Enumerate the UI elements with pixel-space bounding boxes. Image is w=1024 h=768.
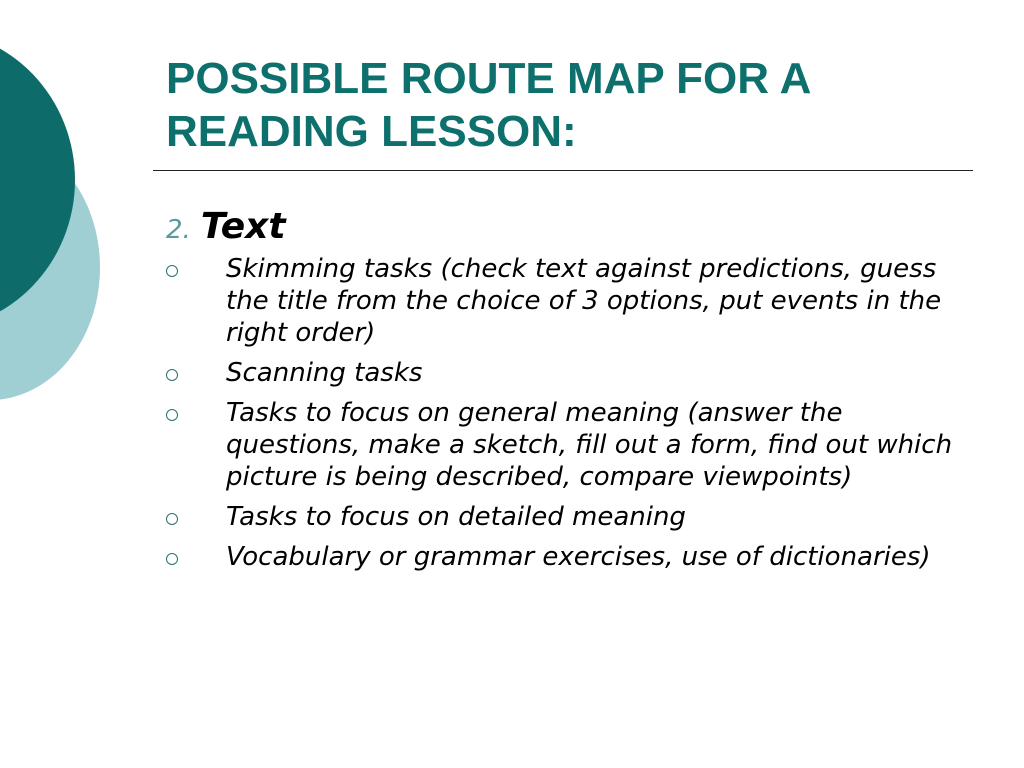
list-item	[166, 501, 966, 533]
slide-title-line2: READING LESSON:	[166, 107, 577, 156]
slide-title-line1: POSSIBLE ROUTE MAP FOR A	[166, 54, 812, 103]
section-heading-text: Text	[200, 206, 286, 247]
bullet-text: Tasks to focus on general meaning (answer the questions, make a sketch, fill out a form, find out which picture is being described, compare viewpoints)	[226, 398, 953, 492]
hollow-circle-icon	[166, 513, 178, 525]
bullet-text: Scanning tasks	[226, 358, 423, 388]
hollow-circle-icon	[166, 409, 178, 421]
bullet-list	[166, 253, 966, 573]
list-item	[166, 541, 966, 573]
section-heading	[166, 206, 966, 247]
slide-body	[166, 206, 966, 581]
list-item	[166, 253, 966, 349]
section-number: 2.	[166, 215, 191, 245]
slide-title	[166, 52, 986, 158]
hollow-circle-icon	[166, 369, 178, 381]
list-item	[166, 397, 966, 493]
hollow-circle-icon	[166, 553, 178, 565]
hollow-circle-icon	[166, 265, 178, 277]
list-item	[166, 357, 966, 389]
bullet-text: Vocabulary or grammar exercises, use of dictionaries)	[226, 542, 931, 572]
bullet-text: Tasks to focus on detailed meaning	[226, 502, 686, 532]
title-divider	[153, 170, 973, 171]
bullet-text: Skimming tasks (check text against predictions, guess the title from the choice of 3 options, put events in the right order)	[226, 254, 942, 348]
